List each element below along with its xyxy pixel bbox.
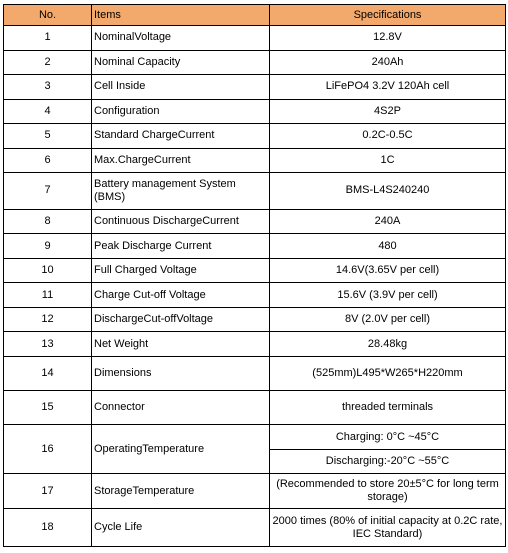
item-spec: (525mm)L495*W265*H220mm xyxy=(270,356,506,390)
item-name: DischargeCut-offVoltage xyxy=(92,307,270,332)
item-name: Cell Inside xyxy=(92,75,270,100)
table-row xyxy=(4,307,506,332)
header-items: Items xyxy=(92,5,270,26)
row-number: 17 xyxy=(4,474,92,509)
table-row xyxy=(4,509,506,547)
item-name: Net Weight xyxy=(92,332,270,357)
row-number: 7 xyxy=(4,173,92,210)
row-number: 6 xyxy=(4,148,92,173)
item-spec: 480 xyxy=(270,234,506,259)
row-number: 9 xyxy=(4,234,92,259)
row-number: 4 xyxy=(4,99,92,124)
row-number: 1 xyxy=(4,26,92,51)
table-row xyxy=(4,332,506,357)
item-name: Charge Cut-off Voltage xyxy=(92,283,270,308)
table-row xyxy=(4,124,506,149)
row-number: 18 xyxy=(4,509,92,547)
item-name: Peak Discharge Current xyxy=(92,234,270,259)
item-spec: 2000 times (80% of initial capacity at 0.2C rate, IEC Standard) xyxy=(270,509,506,547)
item-name: Cycle Life xyxy=(92,509,270,547)
item-name: Dimensions xyxy=(92,356,270,390)
item-spec: 15.6V (3.9V per cell) xyxy=(270,283,506,308)
item-spec: LiFePO4 3.2V 120Ah cell xyxy=(270,75,506,100)
table-row xyxy=(4,390,506,425)
row-number: 2 xyxy=(4,50,92,75)
item-name: Nominal Capacity xyxy=(92,50,270,75)
item-name: Max.ChargeCurrent xyxy=(92,148,270,173)
row-number: 15 xyxy=(4,390,92,425)
table-row xyxy=(4,425,506,450)
row-number: 3 xyxy=(4,75,92,100)
item-spec: 28.48kg xyxy=(270,332,506,357)
table-row xyxy=(4,356,506,390)
item-spec: 240A xyxy=(270,209,506,234)
table-row xyxy=(4,75,506,100)
item-spec: 14.6V(3.65V per cell) xyxy=(270,258,506,283)
item-spec: BMS-L4S240240 xyxy=(270,173,506,210)
row-number: 14 xyxy=(4,356,92,390)
table-row xyxy=(4,258,506,283)
row-number: 13 xyxy=(4,332,92,357)
header-specifications: Specifications xyxy=(270,5,506,26)
item-spec: 8V (2.0V per cell) xyxy=(270,307,506,332)
item-name: NominalVoltage xyxy=(92,26,270,51)
table-row xyxy=(4,26,506,51)
table-row xyxy=(4,234,506,259)
item-spec-discharging: Discharging:-20°C ~55°C xyxy=(270,449,506,474)
item-spec-charging: Charging: 0°C ~45°C xyxy=(270,425,506,450)
item-spec: threaded terminals xyxy=(270,390,506,425)
row-number: 12 xyxy=(4,307,92,332)
table-header-row xyxy=(4,5,506,26)
specifications-table xyxy=(3,4,506,547)
item-spec: (Recommended to store 20±5°C for long term storage) xyxy=(270,474,506,509)
row-number: 8 xyxy=(4,209,92,234)
table-row xyxy=(4,99,506,124)
item-name: Full Charged Voltage xyxy=(92,258,270,283)
item-name: StorageTemperature xyxy=(92,474,270,509)
item-spec: 4S2P xyxy=(270,99,506,124)
item-spec: 1C xyxy=(270,148,506,173)
table-row xyxy=(4,209,506,234)
item-name: Standard ChargeCurrent xyxy=(92,124,270,149)
row-number: 11 xyxy=(4,283,92,308)
header-no: No. xyxy=(4,5,92,26)
item-name: OperatingTemperature xyxy=(92,425,270,474)
item-name: Connector xyxy=(92,390,270,425)
table-row xyxy=(4,474,506,509)
item-spec: 12.8V xyxy=(270,26,506,51)
table-row xyxy=(4,148,506,173)
item-name: Configuration xyxy=(92,99,270,124)
row-number: 5 xyxy=(4,124,92,149)
item-spec: 240Ah xyxy=(270,50,506,75)
table-row xyxy=(4,283,506,308)
table-row xyxy=(4,173,506,210)
item-spec: 0.2C-0.5C xyxy=(270,124,506,149)
item-name: Continuous DischargeCurrent xyxy=(92,209,270,234)
item-name: Battery management System (BMS) xyxy=(92,173,270,210)
row-number: 10 xyxy=(4,258,92,283)
table-row xyxy=(4,50,506,75)
row-number: 16 xyxy=(4,425,92,474)
